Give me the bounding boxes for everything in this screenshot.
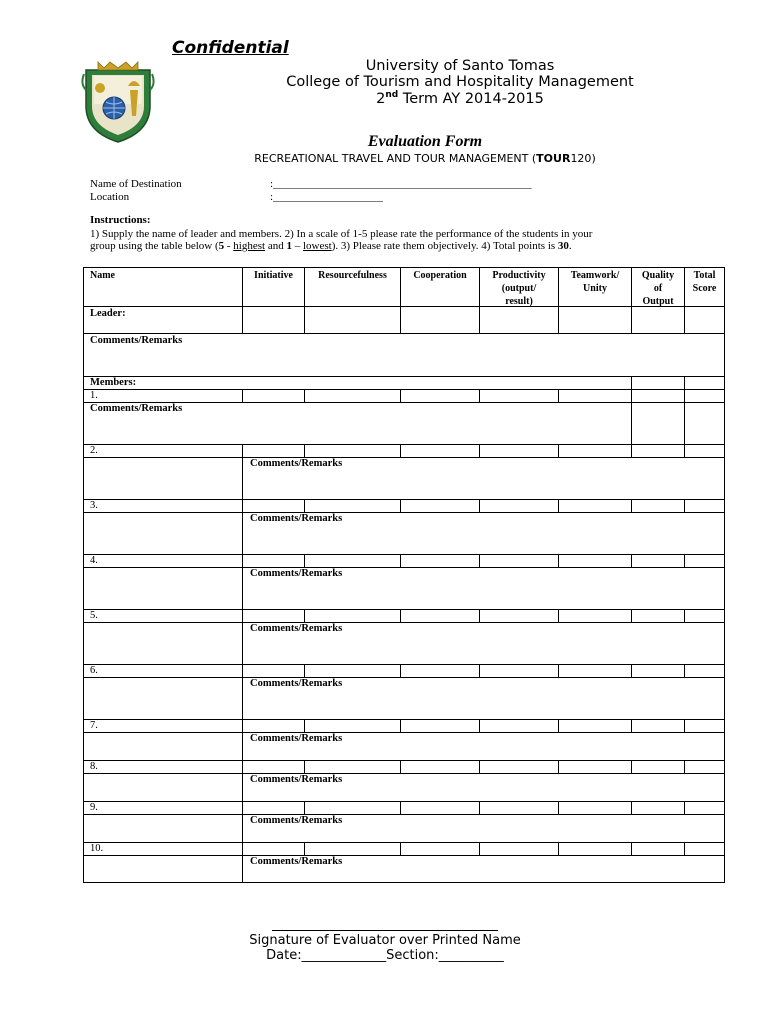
signature-caption: Signature of Evaluator over Printed Name [249,933,521,948]
subject-suffix: ) [591,152,596,165]
member-2-comments-label: Comments/Remarks [250,458,343,469]
leader-label: Leader: [90,308,126,319]
member-6-comments-label: Comments/Remarks [250,678,343,689]
leader-comments-label: Comments/Remarks [90,335,183,346]
member-number-8: 8. [90,761,98,772]
confidential-label: Confidential [172,38,289,58]
instr-highest: highest [233,240,266,252]
member-number-1: 1. [90,390,98,401]
instructions-heading: Instructions: [90,214,151,226]
col-header-teamwork-2: Unity [583,283,607,294]
instr-lowest: lowest [302,240,332,252]
destination-field[interactable]: :_______________________________________________ [270,178,532,190]
term-rest: Term AY 2014-2015 [398,90,544,107]
instr-text: group using the table below ( [90,240,219,252]
member-number-5: 5. [90,610,98,621]
member-5-comments-label: Comments/Remarks [250,623,343,634]
term-number: 2 [376,90,386,107]
instr-text: – [291,240,303,252]
instr-highest-value: 5 [218,240,225,252]
university-name: University of Santo Tomas [365,58,555,74]
member-3-comments-label: Comments/Remarks [250,513,343,524]
member-number-10: 10. [90,843,104,854]
instr-total-points: 30 [557,240,569,252]
subject-code-letters: TOUR [536,152,571,165]
member-8-comments-label: Comments/Remarks [250,774,343,785]
instr-text: - [224,240,234,252]
date-section-line[interactable]: Date:_____________Section:__________ [266,948,504,963]
col-header-resourcefulness: Resourcefulness [318,270,387,281]
col-header-quality-2: of [653,283,663,294]
member-1-comments-label: Comments/Remarks [90,403,183,414]
member-number-4: 4. [90,555,98,566]
member-number-3: 3. [90,500,98,511]
member-number-6: 6. [90,665,98,676]
instr-text: and [265,240,287,252]
instr-text: ). 3) Please rate them objectively. 4) Total points is [331,240,558,252]
col-header-productivity-2: (output/ [501,283,537,294]
col-header-quality-1: Quality [641,270,675,281]
col-header-teamwork [559,269,631,295]
member-number-2: 2. [90,445,98,456]
col-header-productivity-3: result) [505,296,533,307]
instructions-line-1: 1) Supply the name of leader and members. 2) In a scale of 1-5 please rate the performance of the students in your [90,228,593,240]
location-label: Location [90,191,130,203]
instr-text: . [568,240,572,252]
col-header-total [685,269,724,295]
members-label: Members: [90,377,137,388]
member-number-7: 7. [90,720,98,731]
member-4-comments-label: Comments/Remarks [250,568,343,579]
col-header-cooperation: Cooperation [413,270,467,281]
col-header-quality [632,269,684,308]
col-header-teamwork-1: Teamwork/ [570,270,620,281]
college-name: College of Tourism and Hospitality Management [286,74,634,90]
col-header-total-2: Score [692,283,717,294]
location-field[interactable]: :____________________ [270,191,384,203]
col-header-productivity-1: Productivity [492,270,546,281]
member-number-9: 9. [90,802,98,813]
form-title: Evaluation Form [367,133,483,150]
col-header-total-1: Total [693,270,716,281]
term-suffix: nd [385,90,399,100]
col-header-initiative: Initiative [254,270,293,281]
member-10-comments-label: Comments/Remarks [250,856,343,867]
signature-line[interactable] [272,930,498,931]
subject-prefix: RECREATIONAL TRAVEL AND TOUR MANAGEMENT ( [254,152,537,165]
destination-label: Name of Destination [90,178,182,190]
col-header-productivity [480,269,558,308]
col-header-quality-3: Output [642,296,674,307]
member-9-comments-label: Comments/Remarks [250,815,343,826]
member-7-comments-label: Comments/Remarks [250,733,343,744]
instr-lowest-value: 1 [286,240,292,252]
subject-code-digits: 120 [570,152,592,165]
col-header-name: Name [90,270,115,281]
